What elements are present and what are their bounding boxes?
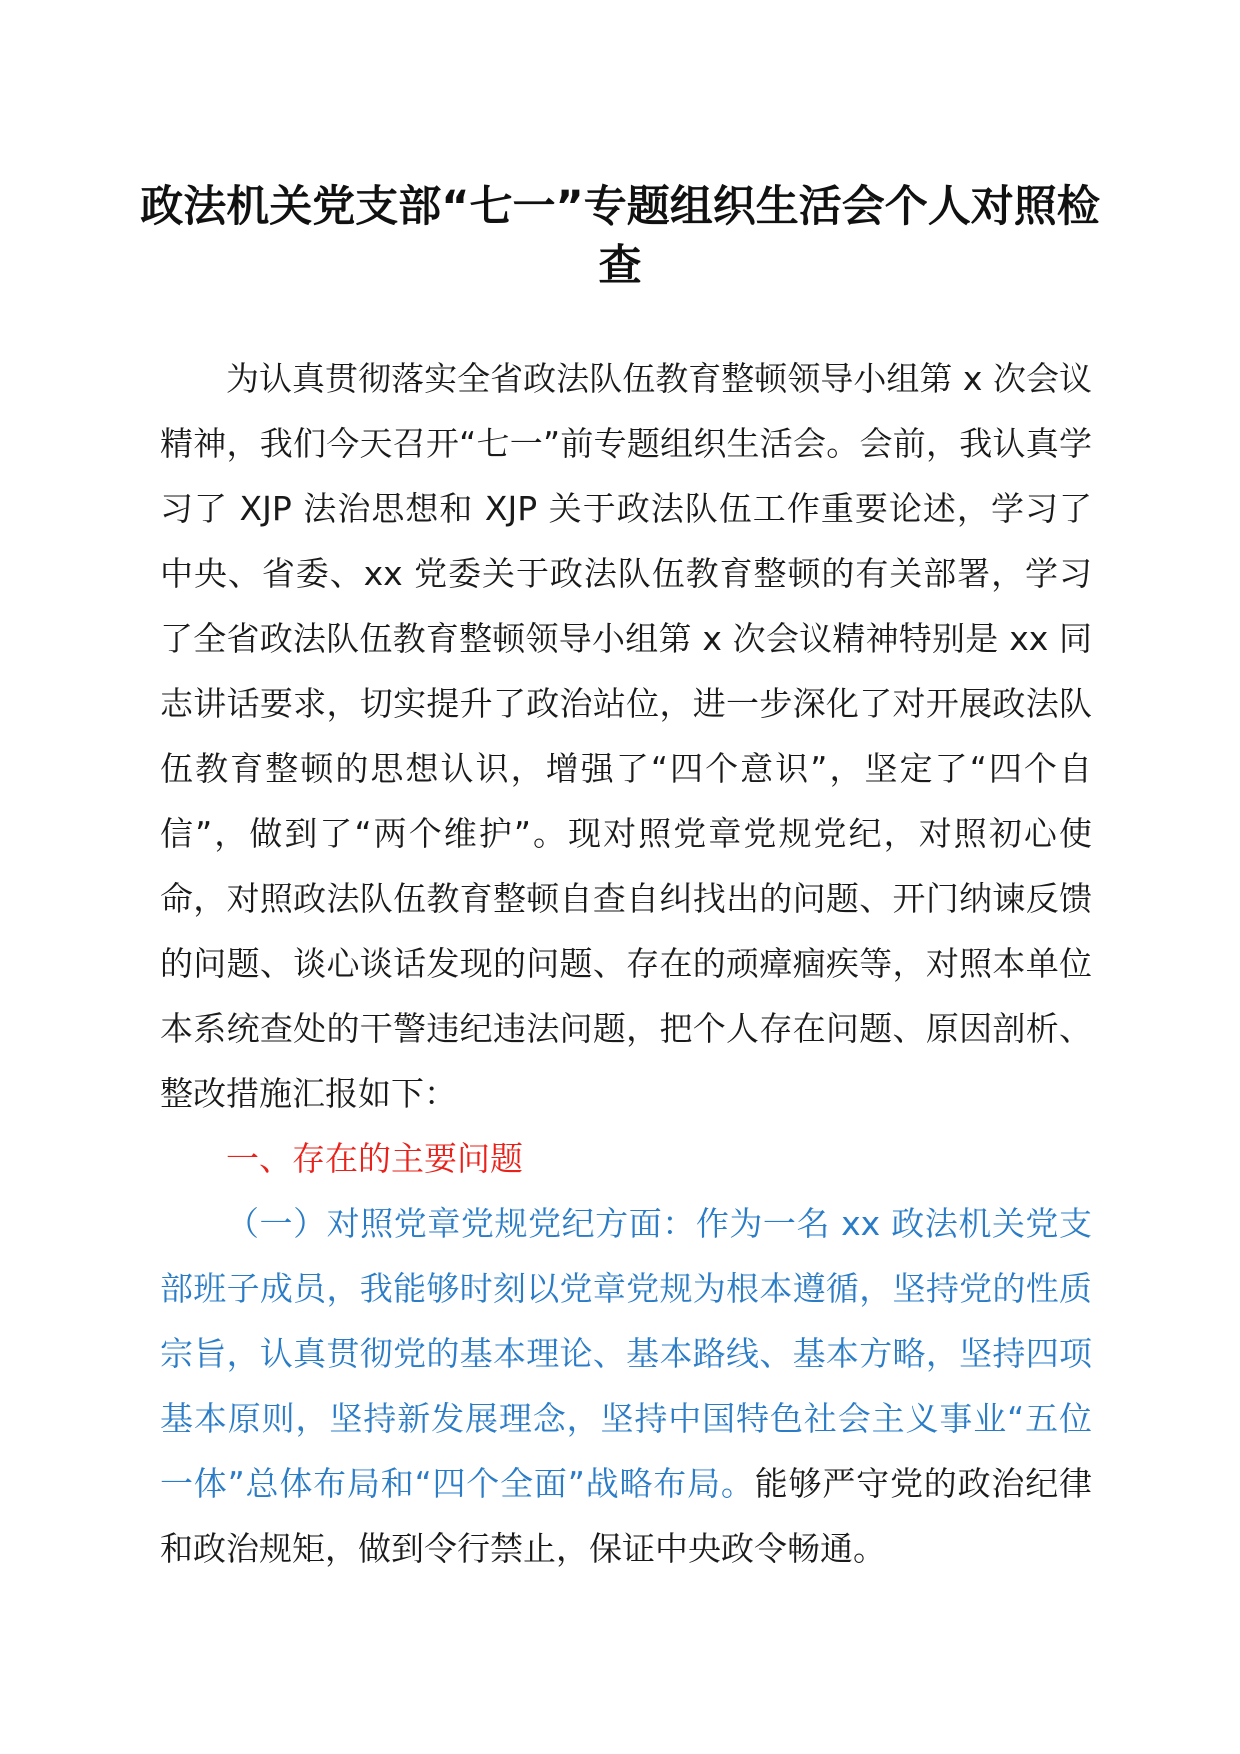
subsection-plain-text: 能够严守党的政治纪律和政治规矩，做到令行禁止，保证中央政令畅通。 (160, 1464, 1093, 1568)
section-heading: 一、存在的主要问题 (226, 1139, 523, 1178)
subsection-paragraph (160, 1191, 1092, 1581)
intro-paragraph: 为认真贯彻落实全省政法队伍教育整顿领导小组第 x 次会议精神，我们今天召开“七一”前专题组织生活会。会前，我认真学习了 XJP 法治思想和 XJP 关于政法队伍工作重要论述，学习了中央、省委、xx 党委关于政法队伍教育整顿的有关部署，学习了全省政法队伍教育整顿领导小组第 x 次会议精神特别是 xx 同志讲话要求，切实提升了政治站位，进一步深化了对开展政法队伍教育整顿的思想认识，增强了“四个意识”，坚定了“四个自信”，做到了“两个维护”。现对照党章党规党纪，对照初心使命，对照政法队伍教育整顿自查自纠找出的问题、开门纳谏反馈的问题、谈心谈话发现的问题、存在的顽瘴痼疾等，对照本单位本系统查处的干警违纪违法问题，把个人存在问题、原因剖析、整改措施汇报如下： (160, 359, 1092, 1113)
document-body (160, 346, 1092, 1581)
subsection-highlighted-text: （一）对照党章党规党纪方面：作为一名 xx 政法机关党支部班子成员，我能够时刻以党章党规为根本遵循，坚持党的性质宗旨，认真贯彻党的基本理论、基本路线、基本方略，坚持四项基本原则，坚持新发展理念，坚持中国特色社会主义事业“五位一体”总体布局和“四个全面”战略布局。 (160, 1204, 1092, 1503)
document-title: 政法机关党支部“七一”专题组织生活会个人对照检查 (140, 182, 1100, 291)
